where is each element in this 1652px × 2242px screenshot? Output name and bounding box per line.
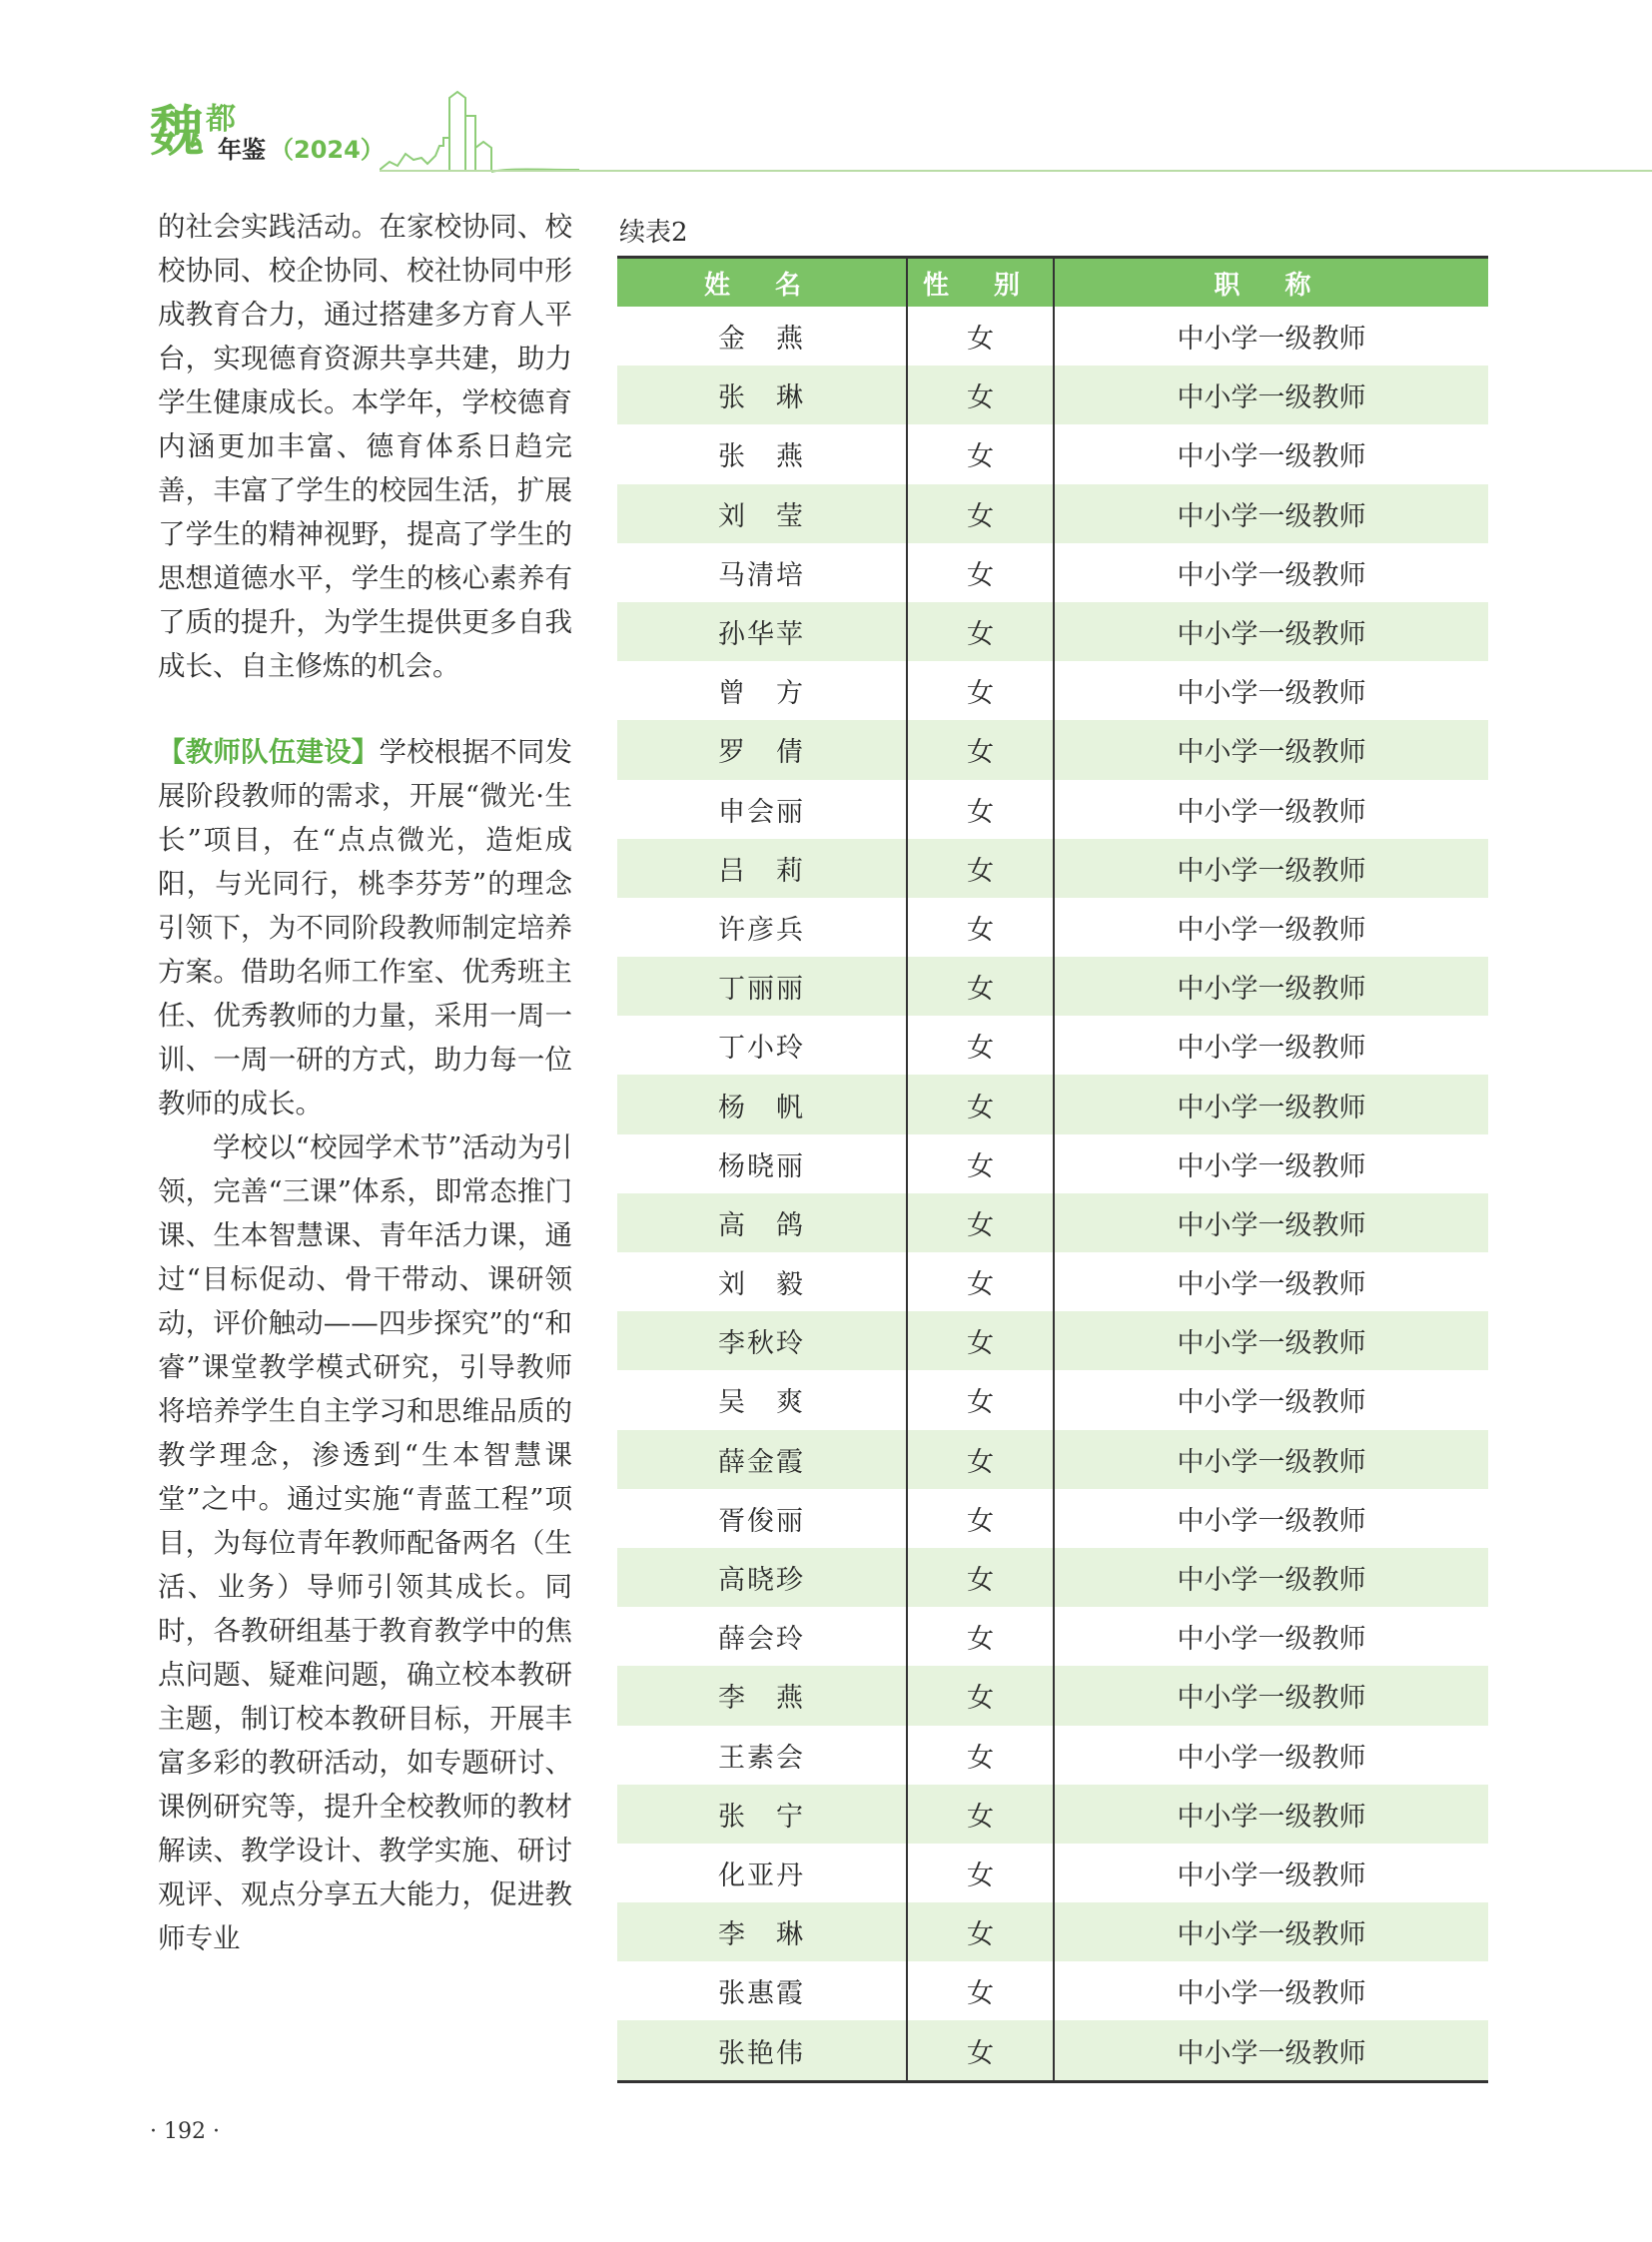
cell-gender: 女 bbox=[907, 1844, 1054, 1902]
cell-title: 中小学一级教师 bbox=[1054, 957, 1488, 1016]
table-row bbox=[617, 780, 1488, 839]
cell-title: 中小学一级教师 bbox=[1054, 1785, 1488, 1844]
cell-gender: 女 bbox=[907, 1370, 1054, 1429]
logo-wei-character: 魏 bbox=[150, 100, 204, 163]
table-row bbox=[617, 1370, 1488, 1429]
cell-name: 张 宁 bbox=[617, 1785, 907, 1844]
cell-name: 薛会玲 bbox=[718, 1624, 805, 1656]
cell-name: 张 琳 bbox=[617, 366, 907, 424]
table-row bbox=[617, 1785, 1488, 1844]
table-row bbox=[617, 1193, 1488, 1252]
table-row bbox=[617, 1902, 1488, 1961]
city-skyline-icon bbox=[380, 88, 579, 174]
logo-year: （2024） bbox=[270, 136, 385, 164]
logo-yearbook-label: 年鉴 bbox=[218, 136, 266, 164]
cell-name: 刘 毅 bbox=[718, 1269, 805, 1301]
cell-name: 高晓珍 bbox=[617, 1548, 907, 1607]
cell-title: 中小学一级教师 bbox=[1054, 543, 1488, 602]
teacher-table bbox=[617, 256, 1488, 2083]
cell-name: 罗 倩 bbox=[617, 720, 907, 779]
cell-gender: 女 bbox=[907, 957, 1054, 1016]
table-row bbox=[617, 1252, 1488, 1311]
cell-gender: 女 bbox=[907, 424, 1054, 483]
header-gender: 性 别 bbox=[907, 258, 1054, 308]
table-caption: 续表2 bbox=[619, 218, 688, 248]
cell-name: 丁小玲 bbox=[718, 1033, 805, 1065]
cell-title: 中小学一级教师 bbox=[1054, 1193, 1488, 1252]
cell-gender: 女 bbox=[907, 780, 1054, 839]
cell-name: 张 燕 bbox=[718, 441, 805, 473]
cell-gender: 女 bbox=[907, 839, 1054, 898]
cell-gender: 女 bbox=[907, 1548, 1054, 1607]
cell-title: 中小学一级教师 bbox=[1054, 720, 1488, 779]
table-row bbox=[617, 1489, 1488, 1548]
cell-title: 中小学一级教师 bbox=[1054, 780, 1488, 839]
cell-gender: 女 bbox=[907, 307, 1054, 366]
cell-gender: 女 bbox=[907, 484, 1054, 543]
cell-title: 中小学一级教师 bbox=[1054, 661, 1488, 720]
paragraph-academic-festival: 学校以“校园学术节”活动为引领，完善“三课”体系，即常态推门课、生本智慧课、青年活力课，通过“目标促动、骨干带动、课研领动，评价触动——四步探究”的“和睿”课堂教学模式研究，引导教师将培养学生自主学习和思维品质的教学理念，渗透到“生本智慧课堂”之中。通过实施“青蓝工程”项目，为每位青年教师配备两名（生活、业务）导师引领其成长。同时，各教研组基于教育教学中的焦点问题、疑难问题，确立校本教研主题，制订校本教研目标，开展丰富多彩的教研活动，如专题研讨、课例研究等，提升全校教师的教材解读、教学设计、教学实施、研讨观评、观点分享五大能力，促进教师专业 bbox=[158, 1131, 572, 1954]
cell-title: 中小学一级教师 bbox=[1054, 1961, 1488, 2020]
cell-title: 中小学一级教师 bbox=[1054, 2020, 1488, 2081]
header-divider bbox=[380, 170, 1652, 172]
cell-name: 金 燕 bbox=[718, 324, 805, 356]
cell-gender: 女 bbox=[907, 1726, 1054, 1785]
logo-du-character: 都 bbox=[206, 102, 236, 137]
table-row bbox=[617, 1666, 1488, 1725]
page-number: · 192 · bbox=[150, 2119, 220, 2144]
cell-title: 中小学一级教师 bbox=[1054, 1844, 1488, 1902]
cell-gender: 女 bbox=[907, 1311, 1054, 1370]
cell-gender: 女 bbox=[907, 543, 1054, 602]
cell-name: 高 鸽 bbox=[617, 1193, 907, 1252]
cell-name: 孙华苹 bbox=[617, 602, 907, 661]
cell-title: 中小学一级教师 bbox=[1054, 1902, 1488, 1961]
cell-gender: 女 bbox=[907, 2020, 1054, 2081]
cell-name: 申会丽 bbox=[718, 796, 805, 828]
table-row bbox=[617, 661, 1488, 720]
table-row bbox=[617, 424, 1488, 483]
table-row bbox=[617, 1134, 1488, 1193]
cell-title: 中小学一级教师 bbox=[1054, 366, 1488, 424]
paragraph-teacher-team bbox=[158, 730, 572, 1125]
table-header-row bbox=[617, 258, 1488, 308]
cell-name: 刘 莹 bbox=[617, 484, 907, 543]
cell-name: 许彦兵 bbox=[718, 914, 805, 946]
cell-title: 中小学一级教师 bbox=[1054, 1134, 1488, 1193]
table-row bbox=[617, 602, 1488, 661]
cell-name: 王素会 bbox=[718, 1742, 805, 1774]
cell-gender: 女 bbox=[907, 1489, 1054, 1548]
cell-name: 丁丽丽 bbox=[617, 957, 907, 1016]
cell-gender: 女 bbox=[907, 1193, 1054, 1252]
cell-name: 李秋玲 bbox=[617, 1311, 907, 1370]
table-row bbox=[617, 1961, 1488, 2020]
table-row bbox=[617, 2020, 1488, 2081]
cell-name: 马清培 bbox=[718, 559, 805, 591]
table-row bbox=[617, 1430, 1488, 1489]
table-row bbox=[617, 1726, 1488, 1785]
cell-gender: 女 bbox=[907, 898, 1054, 957]
cell-name: 李 琳 bbox=[617, 1902, 907, 1961]
cell-gender: 女 bbox=[907, 1607, 1054, 1666]
cell-gender: 女 bbox=[907, 1252, 1054, 1311]
cell-title: 中小学一级教师 bbox=[1054, 602, 1488, 661]
cell-title: 中小学一级教师 bbox=[1054, 307, 1488, 366]
table-row bbox=[617, 366, 1488, 424]
logo-yearbook-title bbox=[218, 130, 385, 165]
cell-title: 中小学一级教师 bbox=[1054, 1430, 1488, 1489]
table-row bbox=[617, 1016, 1488, 1075]
cell-gender: 女 bbox=[907, 720, 1054, 779]
table-row bbox=[617, 1548, 1488, 1607]
cell-title: 中小学一级教师 bbox=[1054, 1075, 1488, 1133]
cell-name: 薛金霞 bbox=[617, 1430, 907, 1489]
table-row bbox=[617, 1075, 1488, 1133]
cell-name: 吴 爽 bbox=[718, 1387, 805, 1419]
cell-name: 杨 帆 bbox=[617, 1075, 907, 1133]
cell-name: 杨晓丽 bbox=[718, 1150, 805, 1182]
cell-name: 胥俊丽 bbox=[718, 1505, 805, 1537]
cell-title: 中小学一级教师 bbox=[1054, 1370, 1488, 1429]
table-row bbox=[617, 1607, 1488, 1666]
cell-gender: 女 bbox=[907, 1430, 1054, 1489]
table-row bbox=[617, 484, 1488, 543]
header-name: 姓 名 bbox=[617, 258, 907, 308]
table-row bbox=[617, 543, 1488, 602]
cell-name: 化亚丹 bbox=[718, 1860, 805, 1891]
cell-gender: 女 bbox=[907, 1785, 1054, 1844]
cell-title: 中小学一级教师 bbox=[1054, 1548, 1488, 1607]
table-row bbox=[617, 307, 1488, 366]
cell-title: 中小学一级教师 bbox=[1054, 1607, 1488, 1666]
cell-name: 张惠霞 bbox=[718, 1978, 805, 2010]
table-row bbox=[617, 839, 1488, 898]
cell-title: 中小学一级教师 bbox=[1054, 1311, 1488, 1370]
cell-gender: 女 bbox=[907, 602, 1054, 661]
cell-gender: 女 bbox=[907, 1902, 1054, 1961]
left-column-text bbox=[158, 205, 572, 1960]
cell-title: 中小学一级教师 bbox=[1054, 1726, 1488, 1785]
cell-gender: 女 bbox=[907, 1075, 1054, 1133]
cell-title: 中小学一级教师 bbox=[1054, 1252, 1488, 1311]
cell-gender: 女 bbox=[907, 661, 1054, 720]
cell-gender: 女 bbox=[907, 1666, 1054, 1725]
cell-name: 曾 方 bbox=[718, 678, 805, 710]
table-row bbox=[617, 720, 1488, 779]
cell-name: 李 燕 bbox=[617, 1666, 907, 1725]
cell-gender: 女 bbox=[907, 1016, 1054, 1075]
cell-title: 中小学一级教师 bbox=[1054, 1666, 1488, 1725]
cell-gender: 女 bbox=[907, 366, 1054, 424]
cell-title: 中小学一级教师 bbox=[1054, 839, 1488, 898]
cell-gender: 女 bbox=[907, 1134, 1054, 1193]
cell-name: 吕 莉 bbox=[617, 839, 907, 898]
cell-title: 中小学一级教师 bbox=[1054, 484, 1488, 543]
cell-title: 中小学一级教师 bbox=[1054, 1489, 1488, 1548]
table-row bbox=[617, 898, 1488, 957]
cell-title: 中小学一级教师 bbox=[1054, 1016, 1488, 1075]
paragraph-teacher-team-body: 学校根据不同发展阶段教师的需求，开展“微光·生长”项目，在“点点微光，造炬成阳，与光同行，桃李芬芳”的理念引领下，为不同阶段教师制定培养方案。借助名师工作室、优秀班主任、优秀教师的力量，采用一周一训、一周一研的方式，助力每一位教师的成长。 bbox=[158, 736, 573, 1120]
cell-title: 中小学一级教师 bbox=[1054, 424, 1488, 483]
section-title-teacher-team: 【教师队伍建设】 bbox=[158, 736, 380, 768]
table-row bbox=[617, 1311, 1488, 1370]
table-row bbox=[617, 1844, 1488, 1902]
header-title: 职 称 bbox=[1054, 258, 1488, 308]
paragraph-moral-education: 的社会实践活动。在家校协同、校校协同、校企协同、校社协同中形成教育合力，通过搭建多方育人平台，实现德育资源共享共建，助力学生健康成长。本学年，学校德育内涵更加丰富、德育体系日趋完善，丰富了学生的校园生活，扩展了学生的精神视野，提高了学生的思想道德水平，学生的核心素养有了质的提升，为学生提供更多自我成长、自主修炼的机会。 bbox=[158, 211, 572, 682]
cell-gender: 女 bbox=[907, 1961, 1054, 2020]
cell-title: 中小学一级教师 bbox=[1054, 898, 1488, 957]
cell-name: 张艳伟 bbox=[617, 2020, 907, 2081]
table-row bbox=[617, 957, 1488, 1016]
